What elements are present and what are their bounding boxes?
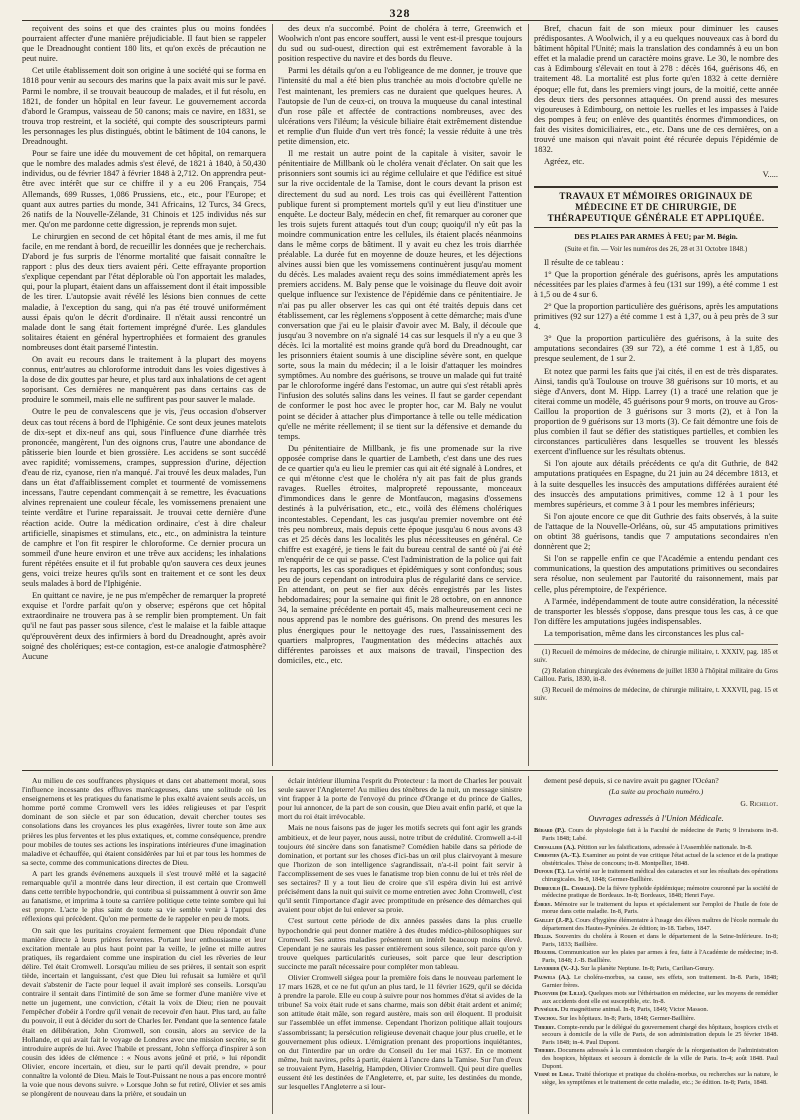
paragraph: Agréez, etc. xyxy=(544,157,585,167)
work-entry xyxy=(534,844,778,852)
work-description: Mémoire sur le traitement du lupus et spécialement sur l'emploi de l'huile de foie de morue dans cette maladie. In-8, Paris. xyxy=(542,900,778,916)
lower-column-3 xyxy=(534,776,778,1114)
top-rule xyxy=(22,20,778,21)
work-author: Pilouvier (de Lille). xyxy=(534,990,587,998)
paragraph: On avait eu recours dans le traitement à la plupart des moyens connus, entr'autres au chloroforme introduit dans les voies digestives à la dose de dix gouttes par heure, et plus tard aux inhalations de cet agent soporisant. Ces dernières ne manquèrent pas dans certains cas de produire le sommeil, mais elle ne suffirent pas pour sauver le malade. xyxy=(22,355,266,405)
paragraph: A l'armée, indépendamment de toute autre considération, la nécessité de transporter les blessés s'oppose, dans presque tous les cas, à ce que l'on diffère les amputations jugées indispensables. xyxy=(534,596,778,626)
footnotes xyxy=(534,644,778,702)
work-entry xyxy=(534,965,778,973)
work-entry xyxy=(534,1047,778,1070)
paragraph: Il résulte de ce tableau : xyxy=(544,257,624,267)
works-received-title: Ouvrages adressés à l'Union Médicale. xyxy=(588,813,724,824)
work-author: Thierry. xyxy=(534,1023,556,1031)
work-author: Dufour (T.). xyxy=(534,868,566,876)
paragraph: des deux n'a succombé. Point de choléra à terre, Greenwich et Woolwich n'ont pas encore souffert, aussi le vent est-il presque toujours du sud ou sud-ouest, direction qui est extrêmement favorable à la position respective du navire et des bords du fleuve. xyxy=(278,24,522,64)
paragraph: Il me restait un autre point de la capitale à visiter, savoir le pénitentiaire de Millbank où le choléra venait d'éclater. On sait que les prisonniers sont soumis ici au régime cellulaire et que l'édifice est situé sur la rive occidentale de la Tamise, dont le cours devant la prison est directement du sud au nord. Les trois cas qui éveillèrent l'attention publique furent si promptement mortels qu'il y eut lieu d'instituer une enquête. Le docteur Baly, médecin en chef, fit remarquer au coroner que les trois sujets furent attaqués tout d'un coup; quoiqu'il n'y eût pas la moindre communication entre les cellules, ils étaient placés néanmoins dans le même corps de bâtiment. Il y avait eu chez les trois diarrhée préalable. La durée fut en moyenne de douze heures, et les déjections alvines aussi bien que les vomissemens continuèrent jusqu'au moment du décès. Les malades avaient reçu des soins immédiatement après les premiers accidens. M. Baly pense que le voisinage du fleuve doit avoir quelque influence sur l'existence de l'épidémie dans ce pénitentiaire. Je n'ai pas pu aller observer les cas qui ont été traités depuis dans cet établissement, car les règlemens s'opposent à cette démarche; mais d'une conversation que j'ai eu le plaisir d'avoir avec M. Baly, il découle que jusqu'au 3 novembre on n'a signalé 14 cas sur lesquels il n'y a eu que 3 décès. Ici la mortalité est moins grande qu'à bord du Dreadnought, car les prisonniers étaient soumis à une discipline sévère sont, en quelque sorte, sous la main du médecin; il a le loisir d'attaquer les moindres symptômes. Au nombre des guérisons, se trouve un malade qui fut traité par le chloroforme ingéré dans l'estomac, un autre qui s'est rétabli après l'infusion des solutés salins dans les veines. Il faut se garder cependant de conformer le post hoc avec le propter hoc, car M. Baly ne voulut point se décider à attacher plus d'importance à telle ou telle médication qu'elle ne mérite réellement; il se tient sur la défensive et demande du temps. xyxy=(278,149,522,441)
work-entry xyxy=(534,949,778,964)
work-description: Le choléra-morbus, sa cause, ses effets, son traitement. In-8. Paris, 1848; Garnier frères. xyxy=(542,974,778,989)
work-description: Compte-rendu par le délégué du gouvernement chargé des hôpitaux, hospices civils et secours à domicile de la ville de Paris, de son administration depuis le 25 février 1848. Paris 1848; in-4. Paul Dupont. xyxy=(542,1023,778,1046)
work-entry xyxy=(534,1024,778,1047)
paragraph: reçoivent des soins et que des craintes plus ou moins fondées pourraient affecter d'une manière préjudiciable. Il faut bien se rappeler que le Dreadnought contient 180 lits, et qu'on excès de précaution ne peut nuire. xyxy=(22,24,266,64)
work-author: Tanchou. xyxy=(534,1015,558,1023)
work-description: Cours d'hygiène élémentaire à l'usage des élèves maîtres de l'école normale du département des Hautes-Pyrénées. 2e édition; in-18. Tarbes, 1847. xyxy=(542,916,778,932)
works-received-list xyxy=(534,827,778,1086)
work-author: Chrestien (A.-T.). xyxy=(534,852,581,860)
paragraph: Si l'on se rappelle enfin ce que l'Académie a entendu pendant ces communications, la question des amputations primitives ou secondaires sera résolue, non seulement par l'autorité du raisonnement, mais par celle, plus péremptoire, de l'expérience. xyxy=(534,554,778,594)
work-description: Sur les hôpitaux. In-8; Paris, 1848; Germer-Baillière. xyxy=(559,1015,696,1023)
work-author: Émery. xyxy=(534,900,552,908)
paragraph: Parmi les détails qu'on a eu l'obligeance de me donner, je trouve que l'intensité du mal a été bien plus tranchée au mois d'octobre qu'elle ne l'est maintenant, les premiers cas ne duraient que quelques heures. A l'autopsie de l'un de ceux-ci, on trouva la muqueuse du canal intestinal d'un rose pâle et affectée de contractions nombreuses, avec des ulcérations vers l'iléum; la vésicule biliaire était extrêmement distendue et remplie d'un fluide d'un vert très foncé; la vessie réduite à une très petite dimension, etc. xyxy=(278,66,522,147)
paragraph: On sait que les puritains croyaient fermement que Dieu répondait d'une manière directe à leurs prières ferventes. Portant leur enthousiasme et leur excitation mentale au plus haut point par la veille, le jeûne et mille autres pratiques, ils regardaient comme une inspiration du ciel les rêveries de leur délire. Tel était Cromwell. Lorsqu'au milieu de ses prières, il sentait son esprit tiède, incertain et languissant, c'est que Dieu lui refusait sa lumière et qu'il devait s'abstenir de l'acte pour lequel il avait imploré ses conseils. Lorsqu'au contraire il sentait dans l'intimité de son âme se former d'une manière vive et nette un jugement, une conviction, c'était la voix de Dieu; rien ne pouvait l'empêcher d'obéir à l'ordre qu'il venait de recevoir d'en haut. Plus tard, au faîte du pouvoir, il eut à décider du sort de Charles Ier. Pendant que la sentence fatale était en délibération, John Cromwell, son cousin, alors au service de la Hollande, et qui avait fait le voyage de Londres avec une mission secrète, se fit introduire auprès de lui. Avec l'habile et pressant, John s'efforça d'inspirer à son cousin des idées de clémence : « Nous avons jeûné et prié, » lui répondit Olivier, encore incertain, et dieu, sur le parti qu'il devait prendre, » pour connaître la volonté de Dieu. Mais le Tout-Puissant ne nous a pas encore montré la voie que nous devons suivre. » Lorsque John se fut retiré, Olivier et ses amis se plongèrent de nouveau dans la prière, et soudain un xyxy=(22,925,266,1099)
paragraph: (1) Recueil de mémoires de médecine, de chirurgie militaire, t. XXXIV, pag. 185 et suiv. xyxy=(534,647,778,665)
paragraph: En quittant ce navire, je ne pus m'empêcher de remarquer la propreté exquise et l'ordre parfait qu'on y observe; espérons que cet hôpital extraordinaire ne trouvera pas à se remplir bien promptement. Un fait qu'il ne faut pas passer sous silence, c'est le malaise et la faible attaque qu'éprouvèrent deux des infirmiers à bord du Dreadnought, après avoir soigné des cholériques; est-ce contagion, est-ce analogie d'atmosphère? Aucune xyxy=(22,591,266,661)
paragraph: Et notez que parmi les faits que j'ai cités, il en est de très disparates. Ainsi, tandis qu'à Toulouse on trouve 38 guérisons sur 10 morts, et au siège d'Anvers, dont M. Hipp. Larrey (1) a tracé une relation que je citerai comme un modèle, 45 guérisons pour 9 morts, on trouve au Gros-Caillou la proportion de 3 guérisons sur 3 morts (2), et à l'on la proportion de 9 guérisons sur 13 morts (3). Ce fait démontre une fois de plus combien il faut se défier des statistiques partielles, et combien les circonstances particulières dans lesquelles se trouvent les blessés exercent d'influence sur les résultats obtenus. xyxy=(534,366,778,457)
paragraph: C'est surtout cette période de dix années passées dans la plus cruelle hypochondrie qui peut donner matière à des études médico-philosophiques sur Cromwell. Ses autres maladies présentent un intérêt beaucoup moins élevé. Cependant je ne saurais les passer entièrement sous silence, soit parce qu'on y trouve quelques particularités curieuses, soit parce que leur description succincte me paraît nécessaire pour compléter mon tableau. xyxy=(278,916,522,971)
upper-column-3 xyxy=(534,24,778,766)
section-divider xyxy=(22,770,778,771)
work-description: Pétition sur les falsifications, adressée à l'Assemblée nationale. In-8. xyxy=(577,843,753,851)
work-author: Hellis. xyxy=(534,933,553,941)
work-description: Examiner au point de vue critique l'état actuel de la science et de la pratique obstétricales. Thèse de concours; in-8. Montpellier, 1848. xyxy=(542,852,778,867)
paragraph: Olivier Cromwell siégea pour la première fois dans le nouveau parlement le 17 mars 1628, et ce ne fut qu'un an plus tard, le 11 février 1629, qu'il se décida à prendre la parole. Elle eu coup à suivre pour nos hommes d'état si avides de la tribune! Sa voix était rude et sans charme, mais son débit était ardent et animé; son attitude était mâle, son regard austère, mais son œil éloquent. Il produisit sur l'assemblée un effet immense. Cependant l'horizon politique allait toujours s'assombrissant; la persécution religieuse devenait chaque jour plus cruelle, et le gouvernement plus odieux. L'émigration prenant des proportions inquiétantes, on dut l'interdire par un ordre du Conseil du 1er mai 1637. En ce moment même, huit navires, prêts à partir, étaient à l'ancre dans la Tamise. Sur l'un d'eux se trouvaient Pym, Haselrig, Hampden, Olivier Cromwell. Qui peut dire quelles eussent été les destinées de l'Angleterre, et, par suite, les destinées du monde, sur lesquelles l'Angleterre a si lour- xyxy=(278,972,522,1092)
column-divider xyxy=(272,776,273,1114)
paragraph: Le chirurgien en second de cet hôpital étant de mes amis, il me fut facile, en me rendant à bord, de recueillir les données que je recherchais. D'abord je fus surpris de l'énorme mortalité que faisait connaître le rapport : plus des deux tiers avaient péri. Cette effrayante proportion s'explique cependant par l'état déplorable où l'on apportait les malades, qui, pour la plupart, étaient dans un affaissement dont il était impossible de les tirer. L'autopsie avait révélé les lésions bien connues de cette maladie, à l'exception du sang, qui n'a pas été trouvé uniformément aussi épais qu'on le décrit d'ordinaire. Il n'était aussi rencontré un malade dont le sang était fortement imprégné d'urée. Les glandules solitaires étaient en général hypertrophiées et formaient des granules nombreuses dont était parsemé l'intestin. xyxy=(22,231,266,352)
lower-column-2 xyxy=(278,776,522,1114)
work-entry xyxy=(534,827,778,842)
work-description: Communication sur les plaies par armes à feu, faite à l'Académie de médecine; in-8. Paris, 1848; J.-B. Baillière. xyxy=(542,949,778,964)
work-description: Quelques mots sur l'éthérisation en médecine, sur les moyens de remédier aux accidents dont elle est susceptible, etc. In-8. xyxy=(542,990,778,1005)
work-description: Du magnétisme animal. In-8; Paris, 1849; Victor Masson. xyxy=(560,1006,709,1014)
article-subtitle: (Suite et fin. — Voir les numéros des 26, 28 et 31 Octobre 1848.) xyxy=(564,244,748,253)
paragraph: Du pénitentiaire de Millbank, je fis une promenade sur la rive opposée comprise dans le quartier de Lambeth, c'est dans une des rues de ce quartier qu'a eu lieu le premier cas qui ait été signalé à Londres, et ce qui m'étonne c'est que le choléra n'y ait pas fait de plus grands ravages. Ruelles étroites, malpropreté repoussante, monceaux d'immondices dans le genre de Montfaucon, magasins d'ossemens destinés à la pulvérisation, etc., etc., voilà des élémens cholériques incontestables. Cependant, les cas jusqu'au premier novembre ont été très peu nombreux, mais depuis cette époque jusqu'au 6 nous avons 43 cas et 25 décès dans les localités les plus nécessiteuses en général. Ce chiffre est exagéré, je tiens le fait du bureau central de santé où j'ai été m'enquérir de ce qui se passe. C'est l'administration de la police qui fait les rapports, les cas sporadiques et épidémiques y sont confondus; sous peu de jours cependant on introduira plus de régularité dans ce service. En attendant, on peut se fier aux décès enregistrés par les listes hebdomadaires; pour la semaine qui finit le 28 octobre, on en annonce 34, la semaine précédente en portait 45, mais malheureusement ceci ne nous apprend pas le nombre des guérisons. On prend des mesures les plus énergiques pour le nettoyage des rues, l'assainissement des quartiers malpropres, l'augmentation des médecins attachés aux différentes paroisses et aux maisons de travail, l'inspection des domiciles, etc., etc. xyxy=(278,443,522,665)
paragraph: dement pesé depuis, si ce navire avait pu gagner l'Océan? xyxy=(544,776,719,785)
paragraph: Si l'on ajoute encore ce que dit Guthrie des faits observés, à la suite de l'attaque de la Nouvelle-Orléans, où, sur 45 amputations primitives on obtint 38 guérisons, tandis que 7 amputations secondaires n'en donnèrent que 2; xyxy=(534,511,778,552)
work-author: Leverrier (V.-J.). xyxy=(534,965,580,973)
work-description: Documens adressés à la commission chargée de la réorganisation de l'administration des hospices, hôpitaux et secours à domicile de la ville de Paris. In-4; août 1848. Paul Dupont. xyxy=(542,1047,778,1070)
work-entry xyxy=(534,990,778,1005)
work-description: Sur la planète Neptune. In-8; Paris, Carilian-Gœury. xyxy=(580,965,714,973)
work-entry xyxy=(534,933,778,948)
work-entry xyxy=(534,885,778,900)
paragraph: éclair intérieur illumina l'esprit du Protecteur : la mort de Charles Ier pouvait seule sauver l'Angleterre! Au milieu des ténèbres de la nuit, un message sinistre vint frapper à la porte de l'envoyé du prince d'Orange et du prince de Galles, pour lui annoncer, de la part de son cousin, que Dieu avait enfin parlé, et que la mort du roi était irrévocable. xyxy=(278,776,522,822)
letter-signature: V..... xyxy=(762,170,778,180)
column-divider xyxy=(272,24,273,766)
paragraph: Cet utile établissement doit son origine à une société qui se forma en 1818 pour venir au secours des marins que la paix avait mis sur le pavé. Parmi le nombre, il se trouvait beaucoup de malades, et il fut résolu, en 1821, de fonder un hôpital en leur faveur. Le gouvernement accorda d'abord le Grampus, vaisseau de 50 canons; mais ce navire, en 1831, se trouva trop restreint, et la société, qui compte des souscripteurs parmi les personnages les plus distingués, obtint le bâtiment de 104 canons, le Dreadnought. xyxy=(22,66,266,147)
work-entry xyxy=(534,974,778,989)
work-description: Souvenirs du choléra à Rouen et dans le département de la Seine-Inférieure. In-8; Paris, 1833; Baillière. xyxy=(542,933,778,948)
article-title: DES PLAIES PAR ARMES À FEU; par M. Bégin. xyxy=(574,232,738,242)
work-entry xyxy=(534,1006,778,1014)
continuation-note: (La suite au prochain numéro.) xyxy=(608,787,704,797)
upper-column-2 xyxy=(278,24,522,766)
work-author: Chevallier (A.). xyxy=(534,843,576,851)
paragraph: (2) Relation chirurgicale des événemens de juillet 1830 à l'hôpital militaire du Gros Caillou. Paris, 1830, in-8. xyxy=(534,666,778,684)
paragraph: Pour se faire une idée du mouvement de cet hôpital, on remarquera que le nombre des malades admis s'est élevé, de 1821 à 1840, à 50,430 individus, ou de février 1847 à février 1848 à 2,712. On apprendra peut-être avec intérêt que sur ce chiffre il y a eu 206 Français, 754 Allemands, 699 Russes, 1,086 Prussiens, etc., etc., pour l'Europe; et quant aux autres parties du monde, 341 Africains, 12 Turcs, 34 Grecs, 26 natifs de la Nouvelle-Zélande, 31 Chinois et 125 individus nés sur mer. Qu'on me pardonne cette digression, je reprends mon sujet. xyxy=(22,149,266,229)
column-divider xyxy=(528,776,529,1114)
work-description: De la fièvre typhoïde épidémique; mémoire couronné par la société de médecine pratique de Bordeaux. In-8; Bordeaux, 1848; Henri Faye. xyxy=(542,884,778,900)
paragraph: 3° Que la proportion particulière des guérisons, à la suite des amputations secondaires (39 sur 72), a été comme 1 est à 1,85, ou presque seulement, de 1 sur 2. xyxy=(534,334,778,364)
article-body xyxy=(534,258,778,639)
paragraph: Au milieu de ces souffrances physiques et dans cet abattement moral, sous l'influence incessante des effluves marécageuses, dans une solitude où les enseignemens et les pratiques du fanatisme le plus exalté avaient seuls accès, un homme porté comme Cromwell vers les idées religieuses et par l'esprit dominant de son siècle et par son éducation, devait chercher toutes ses consolations dans les croyances les plus exagérées, livrer toute son âme aux prières les plus ferventes et les plus extatiques, et, comme conséquence, prendre pour mobiles de toutes ses actions les inspirations intérieures d'une imagination maladive et échauffée, qui étaient considérées par lui et par tous les hommes de sa secte, comme des communications directes de Dieu. xyxy=(22,776,266,867)
work-author: Bérard (P.). xyxy=(534,827,566,835)
work-author: Verné de Lisle. xyxy=(534,1071,575,1079)
section-title: TRAVAUX ET MÉMOIRES ORIGINAUX DE MÉDECINE ET DE CHIRURGIE, DE THÉRAPEUTIQUE GÉNÉRALE ET APPLIQUÉE. xyxy=(534,186,778,228)
paragraph: Si l'on ajoute aux détails précédents ce qu'a dit Guthrie, de 842 amputations pratiquées en Espagne, du 21 juin au 24 décembre 1813, et à la suite desquelles les insuccès des amputations différées auraient été des insuccès des amputations primitives, comme 12 à 1 pour les membres supérieurs, et comme 3 à 1 pour les membres inférieurs; xyxy=(534,459,778,509)
serial-ending xyxy=(534,776,778,785)
paragraph: (3) Recueil de mémoires de médecine, de chirurgie militaire, t. XXXVII, pag. 15 et suiv. xyxy=(534,685,778,702)
upper-column-1 xyxy=(22,24,266,766)
work-entry xyxy=(534,1015,778,1023)
paragraph: Outre le peu de convalescens que je vis, j'eus occasion d'observer deux cas tout récens à bord de l'Iphigénie. Ce sont deux jeunes matelots de dix-sept et dix-neuf ans qui, sous l'influence d'une diarrhée très prononcée, mangèrent, l'un des oignons crus, l'autre une abondance de pâtisserie bien lourde et bien grossière. Les accidens se sont succédé avec rapidité; vomissemens, crampes, suppression d'urine, déjection d'eau de riz, cyanose, rien n'a manqué. J'ai trouvé les deux malades, l'un dans un état d'affaiblissement complet et tourmenté de vomissemens incessans, l'autre cependant commençait à se remettre, les évacuations alvines reprenaient une couleur fécale, les vomissemens prenaient une teinte verdâtre et l'urine reparaissait. Je trouvai cette dernière d'une réaction acide. Outre la médication ordinaire, c'est à dire chaleur artificielle, sinapismes et stimulans, etc., etc., on administra la teinture de camphre et l'on fit respirer le chloroforme. Ce dernier procura un sommeil d'une heure environ et une trêve aux accidens; les inhalations furent répétées ensuite et il fut probable qu'on sauvera ces deux jeunes gens, voici treize heures qu'ils sont en traitement et ce sont les deux seuls malades à bord de l'Iphigénie. xyxy=(22,407,266,589)
serial-signature: G. Richelot. xyxy=(740,799,778,809)
paragraph: Bref, chacun fait de son mieux pour diminuer les causes prédisposantes. A Woolwich, il y a eu quelques nouveaux cas à bord du bâtiment hôpital l'Unité; mais la translation des condamnés à eu un bon effet et la maladie prend un caractère moins grave. Le 30, le nombre des cas à Edimbourg s'élevait en tout à 278 : décès 164, guérisons 46, en traitement 48. La mortalité est plus forte qu'en 1832 à cette dernière époque; elle fut, dans les premiers vingt jours, de la moitié, cette année des deux tiers des personnes attaquées. On prend aussi des mesures vigoureuses à Edimbourg, on nettoie les ruelles et les impasses à l'aide des pompes à feu; on enlève des quantités énormes d'immondices, on fait des visites domiciliaires, etc., etc. Dans une de ces dernières, on a trouvé une maison qui n'avait point été récurée depuis l'épidémie de 1832. xyxy=(534,24,778,155)
lower-column-1 xyxy=(22,776,266,1114)
page-number: 328 xyxy=(389,6,411,20)
work-author: Dubreuilh (L. Charles). xyxy=(534,884,597,892)
work-author: Huguier. xyxy=(534,949,557,957)
work-author: Thierry. xyxy=(534,1047,556,1055)
work-author: Pauwels (A.). xyxy=(534,974,571,982)
work-entry xyxy=(534,868,778,883)
column-divider xyxy=(528,24,529,766)
paragraph: Mais ne nous faisons pas de juger les motifs secrets qui font agir les grands ambitieux, et de leur payer, nous aussi, notre tribut de crédulité. Cromwell a-t-il toujours été sincère dans son fanatisme? Comédien habile dans sa période de domination, et portant sur les choses d'ici-bas un œil plus clairvoyant à mesure que l'horizon de son intelligence s'agrandissait, n'a-t-il point fait servir à l'accomplissement de ses vues le fanatisme trop bien connu de lui et très réel de ses sectaires? Il y a tout lieu de croire que s'il espéra divin lui est arrivé précisément dans la nuit qui suivit ce morne entretien avec John Cromwell, c'est qu'il sentit l'importance d'agir avec promptitude en présence des démarches qui avaient pour objet de lui enlever sa proie. xyxy=(278,823,522,915)
work-description: La vérité sur le traitement médical des cataractes et sur les résultats des opérations chirurgicales. In-8, 1848; Germer-Baillière. xyxy=(542,868,778,883)
paragraph: La temporisation, même dans les circonstances les plus cal- xyxy=(544,628,744,638)
work-author: Gaillet (J.-P.). xyxy=(534,916,574,924)
paragraph: 1° Que la proportion générale des guérisons, après les amputations nécessitées par les plaies d'armes à feu (131 sur 199), a été comme 1 est à 1,5 ou de 4 sur 6. xyxy=(534,269,778,299)
work-entry xyxy=(534,1071,778,1086)
work-entry xyxy=(534,852,778,867)
work-description: Cours de physiologie fait à la Faculté de médecine de Paris; 9 livraisons in-8. Paris 1848; Labé. xyxy=(542,827,778,842)
work-entry xyxy=(534,901,778,916)
work-entry xyxy=(534,917,778,932)
paragraph: 2° Que la proportion particulière des guérisons, après les amputations primitives (92 sur 127) a été comme 1 est à 1,37, ou à peu près de 3 sur 4. xyxy=(534,301,778,332)
letter-ending xyxy=(534,24,778,167)
paragraph: A part les grands événemens auxquels il s'est trouvé mêlé et la sagacité remarquable qu'il a montrée dans leur direction, il est certain que Cromwell dans cette terrible hypochondrie, qui contribua si puissamment à ouvrir son âme au fanatisme, et imprima à toute sa carrière politique cette teinte sombre qui lui est propre. L'acte le plus saint de toute sa vie semble venir à l'appui des réflexions qui précèdent. Qu'on me permette de le rappeler en peu de mots. xyxy=(22,868,266,924)
work-description: Traité théorique et pratique du choléra-morbus, ou recherches sur la nature, le siège, les symptômes et le traitement de cette maladie, etc.; 3e édition. In-8; Paris, 1848. xyxy=(542,1071,778,1086)
work-author: Puységur. xyxy=(534,1006,560,1014)
